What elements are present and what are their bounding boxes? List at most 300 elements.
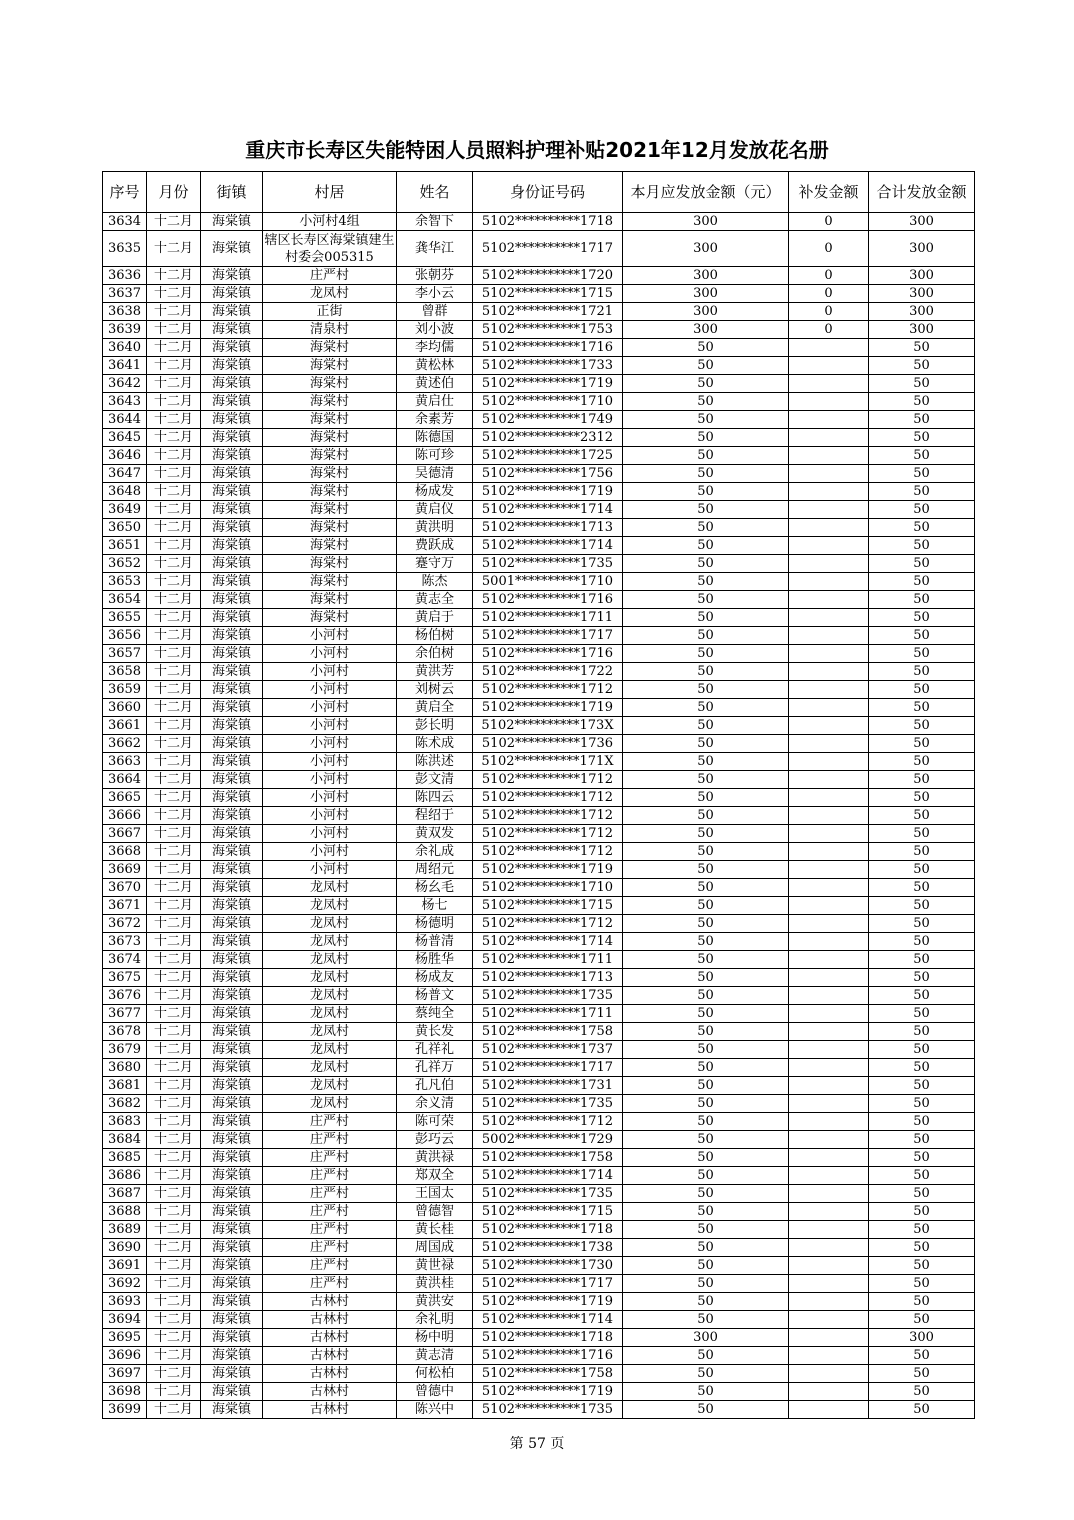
table-cell: 5102**********1717 xyxy=(473,627,623,645)
table-cell: 十二月 xyxy=(147,1005,201,1023)
table-cell: 50 xyxy=(869,1077,975,1095)
table-cell: 300 xyxy=(869,267,975,285)
table-cell: 十二月 xyxy=(147,1185,201,1203)
table-cell xyxy=(789,1059,869,1077)
table-cell: 5102**********1736 xyxy=(473,735,623,753)
table-cell: 龙凤村 xyxy=(263,933,397,951)
column-header: 姓名 xyxy=(397,172,473,213)
table-cell: 50 xyxy=(623,843,789,861)
table-cell: 0 xyxy=(789,213,869,231)
table-cell: 50 xyxy=(623,771,789,789)
table-cell: 50 xyxy=(623,1221,789,1239)
table-cell: 5001**********1710 xyxy=(473,573,623,591)
table-cell: 300 xyxy=(869,213,975,231)
table-cell: 3681 xyxy=(103,1077,147,1095)
table-cell: 海棠镇 xyxy=(201,213,263,231)
table-row xyxy=(103,951,975,969)
table-row xyxy=(103,1167,975,1185)
table-cell: 50 xyxy=(623,969,789,987)
table-cell: 50 xyxy=(623,537,789,555)
table-cell: 十二月 xyxy=(147,843,201,861)
table-row xyxy=(103,321,975,339)
table-cell: 3677 xyxy=(103,1005,147,1023)
table-cell: 庄严村 xyxy=(263,1113,397,1131)
table-cell: 50 xyxy=(623,897,789,915)
table-cell: 十二月 xyxy=(147,231,201,267)
table-cell: 3647 xyxy=(103,465,147,483)
table-cell: 5102**********1710 xyxy=(473,879,623,897)
table-cell: 孔凡伯 xyxy=(397,1077,473,1095)
table-cell: 龙凤村 xyxy=(263,897,397,915)
table-row xyxy=(103,483,975,501)
table-cell: 5102**********1719 xyxy=(473,861,623,879)
table-cell: 彭长明 xyxy=(397,717,473,735)
table-cell: 海棠镇 xyxy=(201,1383,263,1401)
table-cell: 5102**********1715 xyxy=(473,897,623,915)
table-cell: 3634 xyxy=(103,213,147,231)
table-cell: 海棠村 xyxy=(263,411,397,429)
table-cell: 杨幺毛 xyxy=(397,879,473,897)
table-row xyxy=(103,1275,975,1293)
table-cell: 3665 xyxy=(103,789,147,807)
table-cell xyxy=(789,1293,869,1311)
table-cell: 杨胜华 xyxy=(397,951,473,969)
table-row xyxy=(103,1257,975,1275)
table-cell: 50 xyxy=(869,609,975,627)
table-cell: 50 xyxy=(869,1365,975,1383)
table-cell: 十二月 xyxy=(147,717,201,735)
table-cell xyxy=(789,753,869,771)
table-cell xyxy=(789,1203,869,1221)
table-cell: 3684 xyxy=(103,1131,147,1149)
table-cell: 5102**********171X xyxy=(473,753,623,771)
table-cell: 3698 xyxy=(103,1383,147,1401)
table-cell: 李小云 xyxy=(397,285,473,303)
table-cell: 海棠镇 xyxy=(201,1293,263,1311)
table-cell: 海棠镇 xyxy=(201,681,263,699)
table-cell: 小河村 xyxy=(263,645,397,663)
table-cell: 孔祥礼 xyxy=(397,1041,473,1059)
table-cell: 古林村 xyxy=(263,1293,397,1311)
table-cell xyxy=(789,951,869,969)
table-cell: 龙凤村 xyxy=(263,1095,397,1113)
table-cell: 50 xyxy=(869,681,975,699)
table-cell: 十二月 xyxy=(147,825,201,843)
table-cell: 5102**********1720 xyxy=(473,267,623,285)
table-cell: 龙凤村 xyxy=(263,915,397,933)
table-cell: 50 xyxy=(623,591,789,609)
table-cell: 5102**********1722 xyxy=(473,663,623,681)
table-cell xyxy=(789,1401,869,1419)
roster-table xyxy=(102,171,975,1419)
table-cell: 小河村 xyxy=(263,843,397,861)
table-cell: 5102**********1717 xyxy=(473,1059,623,1077)
table-cell: 海棠镇 xyxy=(201,537,263,555)
table-cell: 古林村 xyxy=(263,1383,397,1401)
table-cell: 5102**********1719 xyxy=(473,1383,623,1401)
table-cell: 50 xyxy=(869,573,975,591)
table-cell: 费跃成 xyxy=(397,537,473,555)
table-cell: 小河村 xyxy=(263,681,397,699)
table-cell: 海棠镇 xyxy=(201,1149,263,1167)
table-cell: 50 xyxy=(869,1149,975,1167)
table-cell: 小河村 xyxy=(263,825,397,843)
table-cell: 5102**********1716 xyxy=(473,645,623,663)
table-cell: 十二月 xyxy=(147,1203,201,1221)
table-cell: 海棠村 xyxy=(263,483,397,501)
table-cell: 十二月 xyxy=(147,339,201,357)
table-cell: 十二月 xyxy=(147,1113,201,1131)
table-cell: 黄洪禄 xyxy=(397,1149,473,1167)
table-cell: 50 xyxy=(869,429,975,447)
table-cell: 5102**********1753 xyxy=(473,321,623,339)
table-cell: 曾德智 xyxy=(397,1203,473,1221)
table-cell: 3687 xyxy=(103,1185,147,1203)
table-cell: 50 xyxy=(623,735,789,753)
table-cell: 海棠镇 xyxy=(201,843,263,861)
table-cell: 十二月 xyxy=(147,1329,201,1347)
table-row xyxy=(103,789,975,807)
table-cell: 3661 xyxy=(103,717,147,735)
table-cell: 龙凤村 xyxy=(263,1041,397,1059)
table-cell: 3635 xyxy=(103,231,147,267)
table-cell: 十二月 xyxy=(147,753,201,771)
table-cell: 庄严村 xyxy=(263,1221,397,1239)
table-cell: 300 xyxy=(623,231,789,267)
table-row xyxy=(103,879,975,897)
table-cell: 5102**********1717 xyxy=(473,1275,623,1293)
table-cell: 0 xyxy=(789,267,869,285)
table-row xyxy=(103,645,975,663)
table-cell: 5102**********1715 xyxy=(473,285,623,303)
table-cell: 50 xyxy=(623,1005,789,1023)
table-cell: 海棠镇 xyxy=(201,1023,263,1041)
table-cell: 海棠镇 xyxy=(201,1059,263,1077)
table-cell: 3664 xyxy=(103,771,147,789)
table-cell: 50 xyxy=(869,753,975,771)
table-cell: 5102**********1737 xyxy=(473,1041,623,1059)
table-cell: 海棠镇 xyxy=(201,1239,263,1257)
table-cell: 50 xyxy=(623,1041,789,1059)
table-cell: 十二月 xyxy=(147,537,201,555)
table-cell: 海棠镇 xyxy=(201,897,263,915)
table-cell: 3689 xyxy=(103,1221,147,1239)
table-cell: 5102**********1735 xyxy=(473,987,623,1005)
table-cell xyxy=(789,645,869,663)
table-cell: 十二月 xyxy=(147,321,201,339)
table-cell: 海棠镇 xyxy=(201,267,263,285)
table-cell xyxy=(789,987,869,1005)
table-cell: 余义清 xyxy=(397,1095,473,1113)
table-cell: 5102**********173X xyxy=(473,717,623,735)
table-cell: 海棠镇 xyxy=(201,789,263,807)
table-cell: 3667 xyxy=(103,825,147,843)
table-cell: 海棠镇 xyxy=(201,1203,263,1221)
table-cell: 十二月 xyxy=(147,591,201,609)
table-cell: 50 xyxy=(623,1365,789,1383)
table-cell: 海棠镇 xyxy=(201,483,263,501)
table-row xyxy=(103,717,975,735)
table-cell: 十二月 xyxy=(147,1167,201,1185)
table-row xyxy=(103,1077,975,1095)
table-cell: 十二月 xyxy=(147,987,201,1005)
table-cell: 50 xyxy=(623,1113,789,1131)
table-row xyxy=(103,843,975,861)
table-cell: 3660 xyxy=(103,699,147,717)
table-cell: 程绍于 xyxy=(397,807,473,825)
table-cell: 海棠镇 xyxy=(201,825,263,843)
table-cell: 小河村 xyxy=(263,627,397,645)
table-cell: 海棠镇 xyxy=(201,555,263,573)
table-cell: 50 xyxy=(869,1401,975,1419)
table-cell: 龙凤村 xyxy=(263,951,397,969)
table-cell: 龙凤村 xyxy=(263,1023,397,1041)
table-cell: 50 xyxy=(869,933,975,951)
table-cell: 海棠镇 xyxy=(201,663,263,681)
table-cell: 刘小波 xyxy=(397,321,473,339)
table-cell: 海棠镇 xyxy=(201,393,263,411)
table-cell: 辖区长寿区海棠镇建生村委会005315 xyxy=(264,232,395,265)
table-cell: 3651 xyxy=(103,537,147,555)
table-cell: 海棠村 xyxy=(263,393,397,411)
table-cell xyxy=(789,1329,869,1347)
table-cell: 50 xyxy=(623,915,789,933)
table-cell: 3673 xyxy=(103,933,147,951)
table-cell: 张朝芬 xyxy=(397,267,473,285)
table-cell: 海棠镇 xyxy=(201,1077,263,1095)
table-cell: 黄启仪 xyxy=(397,501,473,519)
table-cell: 龚华江 xyxy=(397,231,473,267)
table-cell: 龙凤村 xyxy=(263,285,397,303)
table-cell: 小河村 xyxy=(263,771,397,789)
table-cell: 十二月 xyxy=(147,267,201,285)
table-cell: 海棠镇 xyxy=(201,1329,263,1347)
table-cell: 3655 xyxy=(103,609,147,627)
table-row xyxy=(103,753,975,771)
table-cell: 3675 xyxy=(103,969,147,987)
table-cell: 3676 xyxy=(103,987,147,1005)
table-cell: 十二月 xyxy=(147,447,201,465)
table-cell: 50 xyxy=(869,789,975,807)
table-cell: 50 xyxy=(623,1095,789,1113)
table-cell: 50 xyxy=(869,1347,975,1365)
table-cell: 50 xyxy=(869,537,975,555)
table-cell: 5102**********1712 xyxy=(473,843,623,861)
table-cell: 50 xyxy=(869,645,975,663)
table-cell: 海棠镇 xyxy=(201,411,263,429)
table-cell xyxy=(789,663,869,681)
table-cell: 50 xyxy=(869,825,975,843)
table-cell: 龙凤村 xyxy=(263,879,397,897)
table-cell: 十二月 xyxy=(147,663,201,681)
table-cell: 3672 xyxy=(103,915,147,933)
table-cell: 50 xyxy=(623,807,789,825)
table-cell: 海棠镇 xyxy=(201,987,263,1005)
table-row xyxy=(103,1311,975,1329)
table-cell xyxy=(789,429,869,447)
table-cell: 杨普清 xyxy=(397,933,473,951)
table-cell: 50 xyxy=(623,1059,789,1077)
table-cell xyxy=(789,627,869,645)
table-cell xyxy=(789,393,869,411)
table-row xyxy=(103,1401,975,1419)
table-cell xyxy=(789,555,869,573)
table-cell: 5102**********1710 xyxy=(473,393,623,411)
table-cell: 5102**********2312 xyxy=(473,429,623,447)
table-cell: 黄启于 xyxy=(397,609,473,627)
table-cell: 杨普文 xyxy=(397,987,473,1005)
table-cell: 海棠镇 xyxy=(201,591,263,609)
table-cell: 海棠镇 xyxy=(201,1257,263,1275)
table-cell: 50 xyxy=(869,519,975,537)
table-cell: 庄严村 xyxy=(263,1239,397,1257)
table-cell: 50 xyxy=(869,1041,975,1059)
table-cell: 海棠镇 xyxy=(201,609,263,627)
table-cell: 十二月 xyxy=(147,555,201,573)
table-cell: 3638 xyxy=(103,303,147,321)
table-row xyxy=(103,1383,975,1401)
table-row xyxy=(103,1113,975,1131)
table-cell xyxy=(789,825,869,843)
table-cell: 杨中明 xyxy=(397,1329,473,1347)
table-row xyxy=(103,1095,975,1113)
table-row xyxy=(103,573,975,591)
table-row xyxy=(103,213,975,231)
table-cell: 50 xyxy=(869,699,975,717)
table-cell: 5102**********1712 xyxy=(473,1113,623,1131)
table-cell: 50 xyxy=(869,591,975,609)
table-cell: 十二月 xyxy=(147,285,201,303)
table-cell: 海棠镇 xyxy=(201,1041,263,1059)
table-cell: 海棠镇 xyxy=(201,1401,263,1419)
table-cell: 50 xyxy=(869,357,975,375)
table-cell xyxy=(789,897,869,915)
table-cell: 300 xyxy=(869,285,975,303)
table-row xyxy=(103,285,975,303)
table-cell: 50 xyxy=(869,501,975,519)
table-cell: 300 xyxy=(869,1329,975,1347)
table-cell: 十二月 xyxy=(147,1383,201,1401)
table-cell: 海棠镇 xyxy=(201,771,263,789)
table-row xyxy=(103,1365,975,1383)
table-cell: 十二月 xyxy=(147,951,201,969)
table-cell: 3645 xyxy=(103,429,147,447)
table-cell: 海棠村 xyxy=(263,591,397,609)
table-cell: 50 xyxy=(623,555,789,573)
table-cell: 十二月 xyxy=(147,1077,201,1095)
table-cell: 5102**********1758 xyxy=(473,1023,623,1041)
table-row xyxy=(103,1149,975,1167)
table-cell: 3656 xyxy=(103,627,147,645)
table-cell xyxy=(789,1383,869,1401)
table-cell: 50 xyxy=(623,699,789,717)
table-cell: 海棠镇 xyxy=(201,1185,263,1203)
table-cell: 海棠村 xyxy=(263,339,397,357)
table-cell: 海棠村 xyxy=(263,537,397,555)
table-cell: 50 xyxy=(869,1221,975,1239)
table-cell: 古林村 xyxy=(263,1347,397,1365)
table-cell: 50 xyxy=(623,1077,789,1095)
table-cell: 十二月 xyxy=(147,303,201,321)
table-cell: 3640 xyxy=(103,339,147,357)
column-header: 村居 xyxy=(263,172,397,213)
table-cell: 海棠镇 xyxy=(201,285,263,303)
table-cell: 3688 xyxy=(103,1203,147,1221)
table-cell: 50 xyxy=(869,393,975,411)
table-cell: 50 xyxy=(623,483,789,501)
table-cell: 50 xyxy=(623,411,789,429)
table-cell: 3686 xyxy=(103,1167,147,1185)
table-cell: 3669 xyxy=(103,861,147,879)
table-cell: 50 xyxy=(869,987,975,1005)
table-cell xyxy=(789,483,869,501)
table-cell: 海棠村 xyxy=(263,609,397,627)
table-cell: 海棠村 xyxy=(263,447,397,465)
table-cell: 50 xyxy=(869,771,975,789)
table-cell: 十二月 xyxy=(147,1401,201,1419)
table-cell: 50 xyxy=(869,969,975,987)
table-cell: 5102**********1712 xyxy=(473,915,623,933)
table-cell: 十二月 xyxy=(147,1095,201,1113)
table-cell: 黄述伯 xyxy=(397,375,473,393)
table-cell: 5102**********1714 xyxy=(473,537,623,555)
table-cell: 十二月 xyxy=(147,1131,201,1149)
table-cell: 50 xyxy=(869,1113,975,1131)
table-cell: 5102**********1716 xyxy=(473,591,623,609)
table-cell: 5102**********1717 xyxy=(473,231,623,267)
table-cell: 十二月 xyxy=(147,393,201,411)
table-cell: 50 xyxy=(623,1167,789,1185)
table-cell: 海棠镇 xyxy=(201,807,263,825)
table-cell: 杨成发 xyxy=(397,483,473,501)
table-cell xyxy=(789,537,869,555)
table-cell xyxy=(789,519,869,537)
table-cell: 50 xyxy=(623,1383,789,1401)
table-cell: 50 xyxy=(869,447,975,465)
table-cell: 5102**********1714 xyxy=(473,1311,623,1329)
table-cell: 杨伯树 xyxy=(397,627,473,645)
table-row xyxy=(103,915,975,933)
table-cell: 50 xyxy=(869,1383,975,1401)
table-cell: 3666 xyxy=(103,807,147,825)
table-cell: 50 xyxy=(623,753,789,771)
table-cell: 十二月 xyxy=(147,213,201,231)
table-cell: 5102**********1719 xyxy=(473,375,623,393)
table-cell: 5102**********1735 xyxy=(473,1095,623,1113)
table-cell: 50 xyxy=(623,501,789,519)
table-cell: 刘树云 xyxy=(397,681,473,699)
table-cell: 3679 xyxy=(103,1041,147,1059)
table-cell xyxy=(789,1275,869,1293)
table-cell: 50 xyxy=(623,1023,789,1041)
table-cell: 50 xyxy=(869,1203,975,1221)
table-cell: 海棠村 xyxy=(263,519,397,537)
table-row xyxy=(103,1041,975,1059)
table-cell: 龙凤村 xyxy=(263,1077,397,1095)
table-cell: 孔祥万 xyxy=(397,1059,473,1077)
table-cell: 3671 xyxy=(103,897,147,915)
table-cell: 5102**********1714 xyxy=(473,1167,623,1185)
table-cell: 十二月 xyxy=(147,411,201,429)
table-row xyxy=(103,771,975,789)
column-header: 本月应发放金额（元） xyxy=(623,172,789,213)
table-cell: 50 xyxy=(869,483,975,501)
table-cell: 3657 xyxy=(103,645,147,663)
table-cell: 5102**********1725 xyxy=(473,447,623,465)
table-cell: 海棠镇 xyxy=(201,879,263,897)
table-cell: 庄严村 xyxy=(263,1131,397,1149)
table-cell xyxy=(789,1149,869,1167)
